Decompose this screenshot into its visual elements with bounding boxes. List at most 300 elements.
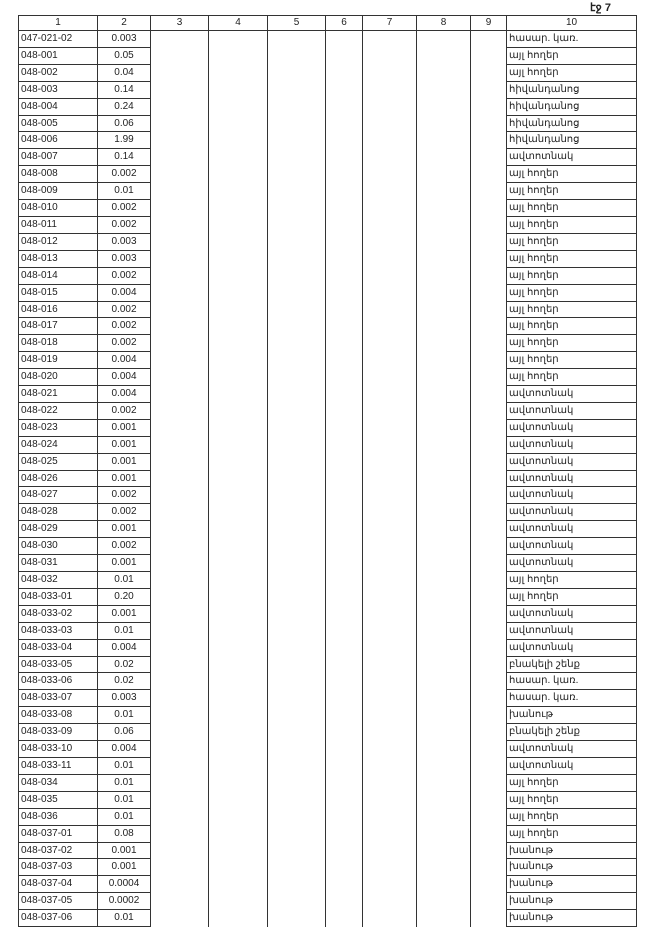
empty-cell bbox=[151, 774, 209, 791]
land-use: այլ հողեր bbox=[507, 183, 637, 200]
area-value: 0.003 bbox=[98, 233, 151, 250]
empty-cell bbox=[471, 572, 507, 589]
empty-cell bbox=[417, 538, 471, 555]
land-use: ավտոտնակ bbox=[507, 622, 637, 639]
area-value: 0.01 bbox=[98, 774, 151, 791]
empty-cell bbox=[417, 521, 471, 538]
land-use: ավտոտնակ bbox=[507, 386, 637, 403]
empty-cell bbox=[417, 284, 471, 301]
empty-cell bbox=[151, 538, 209, 555]
table-row bbox=[19, 859, 637, 876]
empty-cell bbox=[363, 893, 417, 910]
empty-cell bbox=[151, 233, 209, 250]
parcel-code: 048-014 bbox=[19, 267, 98, 284]
empty-cell bbox=[471, 622, 507, 639]
table-row bbox=[19, 521, 637, 538]
empty-cell bbox=[268, 132, 326, 149]
empty-cell bbox=[417, 436, 471, 453]
land-use: հիվանդանոց bbox=[507, 98, 637, 115]
empty-cell bbox=[326, 774, 363, 791]
parcel-code: 048-036 bbox=[19, 808, 98, 825]
empty-cell bbox=[151, 267, 209, 284]
land-use: ավտոտնակ bbox=[507, 436, 637, 453]
parcel-code: 048-033-05 bbox=[19, 656, 98, 673]
empty-cell bbox=[326, 842, 363, 859]
empty-cell bbox=[151, 453, 209, 470]
empty-cell bbox=[417, 808, 471, 825]
empty-cell bbox=[363, 774, 417, 791]
land-use: ավտոտնակ bbox=[507, 757, 637, 774]
area-value: 0.01 bbox=[98, 808, 151, 825]
empty-cell bbox=[209, 555, 268, 572]
empty-cell bbox=[151, 47, 209, 64]
empty-cell bbox=[209, 318, 268, 335]
empty-cell bbox=[417, 707, 471, 724]
parcel-code: 048-018 bbox=[19, 335, 98, 352]
empty-cell bbox=[417, 588, 471, 605]
empty-cell bbox=[268, 757, 326, 774]
area-value: 0.02 bbox=[98, 673, 151, 690]
empty-cell bbox=[326, 910, 363, 927]
empty-cell bbox=[471, 64, 507, 81]
empty-cell bbox=[268, 521, 326, 538]
land-use: այլ հողեր bbox=[507, 233, 637, 250]
empty-cell bbox=[471, 419, 507, 436]
empty-cell bbox=[209, 707, 268, 724]
table-row bbox=[19, 707, 637, 724]
column-header: 1 bbox=[19, 16, 98, 31]
empty-cell bbox=[326, 808, 363, 825]
parcel-code: 048-026 bbox=[19, 470, 98, 487]
empty-cell bbox=[417, 910, 471, 927]
empty-cell bbox=[363, 115, 417, 132]
empty-cell bbox=[471, 98, 507, 115]
empty-cell bbox=[363, 402, 417, 419]
empty-cell bbox=[417, 335, 471, 352]
empty-cell bbox=[151, 132, 209, 149]
parcel-code: 048-022 bbox=[19, 402, 98, 419]
empty-cell bbox=[363, 825, 417, 842]
empty-cell bbox=[268, 605, 326, 622]
parcel-code: 047-021-02 bbox=[19, 31, 98, 48]
empty-cell bbox=[268, 200, 326, 217]
empty-cell bbox=[209, 825, 268, 842]
empty-cell bbox=[417, 639, 471, 656]
empty-cell bbox=[326, 301, 363, 318]
empty-cell bbox=[151, 707, 209, 724]
empty-cell bbox=[363, 284, 417, 301]
empty-cell bbox=[417, 318, 471, 335]
area-value: 0.06 bbox=[98, 115, 151, 132]
empty-cell bbox=[417, 166, 471, 183]
table-row bbox=[19, 31, 637, 48]
empty-cell bbox=[471, 876, 507, 893]
empty-cell bbox=[363, 859, 417, 876]
empty-cell bbox=[151, 200, 209, 217]
empty-cell bbox=[209, 842, 268, 859]
empty-cell bbox=[151, 808, 209, 825]
area-value: 0.001 bbox=[98, 859, 151, 876]
land-parcel-table bbox=[18, 15, 637, 927]
parcel-code: 048-033-10 bbox=[19, 741, 98, 758]
table-row bbox=[19, 64, 637, 81]
empty-cell bbox=[363, 267, 417, 284]
area-value: 0.001 bbox=[98, 436, 151, 453]
empty-cell bbox=[417, 352, 471, 369]
table-row bbox=[19, 200, 637, 217]
table-row bbox=[19, 166, 637, 183]
area-value: 0.0004 bbox=[98, 876, 151, 893]
empty-cell bbox=[209, 200, 268, 217]
land-use: ավտոտնակ bbox=[507, 453, 637, 470]
empty-cell bbox=[209, 166, 268, 183]
empty-cell bbox=[326, 588, 363, 605]
empty-cell bbox=[363, 910, 417, 927]
table-row bbox=[19, 825, 637, 842]
empty-cell bbox=[417, 893, 471, 910]
area-value: 0.01 bbox=[98, 183, 151, 200]
empty-cell bbox=[151, 521, 209, 538]
empty-cell bbox=[363, 487, 417, 504]
land-use: այլ հողեր bbox=[507, 284, 637, 301]
land-use: այլ հողեր bbox=[507, 774, 637, 791]
empty-cell bbox=[363, 453, 417, 470]
area-value: 0.002 bbox=[98, 318, 151, 335]
empty-cell bbox=[326, 538, 363, 555]
empty-cell bbox=[326, 656, 363, 673]
parcel-code: 048-035 bbox=[19, 791, 98, 808]
parcel-code: 048-033-11 bbox=[19, 757, 98, 774]
empty-cell bbox=[209, 741, 268, 758]
parcel-code: 048-033-03 bbox=[19, 622, 98, 639]
empty-cell bbox=[268, 183, 326, 200]
empty-cell bbox=[151, 639, 209, 656]
empty-cell bbox=[363, 436, 417, 453]
area-value: 0.06 bbox=[98, 724, 151, 741]
empty-cell bbox=[417, 200, 471, 217]
empty-cell bbox=[268, 910, 326, 927]
land-use: այլ հողեր bbox=[507, 216, 637, 233]
empty-cell bbox=[268, 555, 326, 572]
empty-cell bbox=[417, 216, 471, 233]
land-use: խանութ bbox=[507, 859, 637, 876]
parcel-code: 048-037-02 bbox=[19, 842, 98, 859]
land-use: ավտոտնակ bbox=[507, 605, 637, 622]
land-use: ավտոտնակ bbox=[507, 487, 637, 504]
empty-cell bbox=[417, 842, 471, 859]
empty-cell bbox=[471, 555, 507, 572]
empty-cell bbox=[363, 504, 417, 521]
empty-cell bbox=[268, 656, 326, 673]
parcel-code: 048-033-07 bbox=[19, 690, 98, 707]
parcel-code: 048-033-02 bbox=[19, 605, 98, 622]
empty-cell bbox=[471, 31, 507, 48]
empty-cell bbox=[417, 250, 471, 267]
empty-cell bbox=[151, 64, 209, 81]
empty-cell bbox=[268, 47, 326, 64]
parcel-code: 048-021 bbox=[19, 386, 98, 403]
parcel-code: 048-010 bbox=[19, 200, 98, 217]
empty-cell bbox=[363, 707, 417, 724]
empty-cell bbox=[268, 233, 326, 250]
empty-cell bbox=[151, 318, 209, 335]
table-row bbox=[19, 808, 637, 825]
empty-cell bbox=[471, 791, 507, 808]
empty-cell bbox=[363, 538, 417, 555]
column-header: 6 bbox=[326, 16, 363, 31]
empty-cell bbox=[417, 301, 471, 318]
empty-cell bbox=[471, 808, 507, 825]
area-value: 1.99 bbox=[98, 132, 151, 149]
empty-cell bbox=[268, 301, 326, 318]
table-row bbox=[19, 757, 637, 774]
empty-cell bbox=[363, 132, 417, 149]
empty-cell bbox=[363, 470, 417, 487]
area-value: 0.001 bbox=[98, 521, 151, 538]
empty-cell bbox=[268, 893, 326, 910]
empty-cell bbox=[417, 81, 471, 98]
area-value: 0.08 bbox=[98, 825, 151, 842]
empty-cell bbox=[471, 588, 507, 605]
empty-cell bbox=[209, 98, 268, 115]
empty-cell bbox=[363, 318, 417, 335]
empty-cell bbox=[268, 166, 326, 183]
empty-cell bbox=[209, 369, 268, 386]
empty-cell bbox=[268, 876, 326, 893]
parcel-code: 048-030 bbox=[19, 538, 98, 555]
empty-cell bbox=[417, 233, 471, 250]
parcel-code: 048-033-04 bbox=[19, 639, 98, 656]
table-row bbox=[19, 81, 637, 98]
empty-cell bbox=[151, 81, 209, 98]
area-value: 0.001 bbox=[98, 842, 151, 859]
empty-cell bbox=[363, 301, 417, 318]
empty-cell bbox=[151, 893, 209, 910]
empty-cell bbox=[209, 910, 268, 927]
land-use: այլ հողեր bbox=[507, 352, 637, 369]
table-row bbox=[19, 622, 637, 639]
area-value: 0.004 bbox=[98, 284, 151, 301]
empty-cell bbox=[151, 690, 209, 707]
table-row bbox=[19, 487, 637, 504]
land-use: ավտոտնակ bbox=[507, 741, 637, 758]
empty-cell bbox=[326, 352, 363, 369]
empty-cell bbox=[471, 149, 507, 166]
land-use: հասար. կառ. bbox=[507, 31, 637, 48]
empty-cell bbox=[326, 183, 363, 200]
empty-cell bbox=[363, 842, 417, 859]
parcel-code: 048-029 bbox=[19, 521, 98, 538]
empty-cell bbox=[268, 335, 326, 352]
table-row bbox=[19, 724, 637, 741]
empty-cell bbox=[209, 183, 268, 200]
empty-cell bbox=[363, 183, 417, 200]
parcel-code: 048-037-01 bbox=[19, 825, 98, 842]
area-value: 0.01 bbox=[98, 791, 151, 808]
table-row bbox=[19, 893, 637, 910]
empty-cell bbox=[151, 470, 209, 487]
table-row bbox=[19, 555, 637, 572]
empty-cell bbox=[268, 842, 326, 859]
empty-cell bbox=[209, 538, 268, 555]
empty-cell bbox=[268, 774, 326, 791]
area-value: 0.004 bbox=[98, 386, 151, 403]
empty-cell bbox=[417, 774, 471, 791]
empty-cell bbox=[326, 132, 363, 149]
empty-cell bbox=[268, 690, 326, 707]
area-value: 0.003 bbox=[98, 690, 151, 707]
empty-cell bbox=[417, 386, 471, 403]
land-use: այլ հողեր bbox=[507, 64, 637, 81]
header-row bbox=[19, 16, 637, 31]
empty-cell bbox=[268, 588, 326, 605]
area-value: 0.01 bbox=[98, 910, 151, 927]
empty-cell bbox=[151, 791, 209, 808]
empty-cell bbox=[326, 284, 363, 301]
empty-cell bbox=[471, 284, 507, 301]
empty-cell bbox=[326, 741, 363, 758]
table-row bbox=[19, 132, 637, 149]
empty-cell bbox=[268, 825, 326, 842]
empty-cell bbox=[326, 825, 363, 842]
empty-cell bbox=[151, 910, 209, 927]
empty-cell bbox=[417, 605, 471, 622]
empty-cell bbox=[471, 639, 507, 656]
empty-cell bbox=[209, 470, 268, 487]
empty-cell bbox=[326, 555, 363, 572]
empty-cell bbox=[151, 504, 209, 521]
empty-cell bbox=[326, 504, 363, 521]
empty-cell bbox=[268, 724, 326, 741]
empty-cell bbox=[268, 470, 326, 487]
empty-cell bbox=[471, 166, 507, 183]
empty-cell bbox=[417, 419, 471, 436]
land-use: այլ հողեր bbox=[507, 335, 637, 352]
empty-cell bbox=[471, 470, 507, 487]
empty-cell bbox=[363, 656, 417, 673]
empty-cell bbox=[209, 81, 268, 98]
land-use: ավտոտնակ bbox=[507, 149, 637, 166]
empty-cell bbox=[471, 521, 507, 538]
empty-cell bbox=[471, 504, 507, 521]
empty-cell bbox=[326, 521, 363, 538]
parcel-code: 048-007 bbox=[19, 149, 98, 166]
empty-cell bbox=[151, 487, 209, 504]
area-value: 0.01 bbox=[98, 707, 151, 724]
table-row bbox=[19, 115, 637, 132]
parcel-code: 048-037-03 bbox=[19, 859, 98, 876]
empty-cell bbox=[151, 825, 209, 842]
table-row bbox=[19, 352, 637, 369]
parcel-code: 048-011 bbox=[19, 216, 98, 233]
table-row bbox=[19, 335, 637, 352]
land-use: ավտոտնակ bbox=[507, 504, 637, 521]
empty-cell bbox=[326, 419, 363, 436]
table-row bbox=[19, 791, 637, 808]
parcel-code: 048-037-04 bbox=[19, 876, 98, 893]
table-row bbox=[19, 470, 637, 487]
area-value: 0.001 bbox=[98, 453, 151, 470]
empty-cell bbox=[363, 555, 417, 572]
land-use: այլ հողեր bbox=[507, 791, 637, 808]
empty-cell bbox=[268, 216, 326, 233]
empty-cell bbox=[151, 216, 209, 233]
empty-cell bbox=[471, 842, 507, 859]
empty-cell bbox=[363, 166, 417, 183]
empty-cell bbox=[471, 200, 507, 217]
empty-cell bbox=[326, 572, 363, 589]
empty-cell bbox=[268, 504, 326, 521]
empty-cell bbox=[363, 521, 417, 538]
parcel-code: 048-016 bbox=[19, 301, 98, 318]
column-header: 4 bbox=[209, 16, 268, 31]
empty-cell bbox=[471, 487, 507, 504]
empty-cell bbox=[209, 402, 268, 419]
empty-cell bbox=[471, 301, 507, 318]
empty-cell bbox=[268, 31, 326, 48]
empty-cell bbox=[417, 453, 471, 470]
area-value: 0.001 bbox=[98, 605, 151, 622]
empty-cell bbox=[326, 724, 363, 741]
empty-cell bbox=[363, 98, 417, 115]
empty-cell bbox=[268, 115, 326, 132]
land-use: այլ հողեր bbox=[507, 267, 637, 284]
empty-cell bbox=[268, 81, 326, 98]
area-value: 0.004 bbox=[98, 369, 151, 386]
empty-cell bbox=[209, 639, 268, 656]
empty-cell bbox=[151, 656, 209, 673]
empty-cell bbox=[471, 893, 507, 910]
empty-cell bbox=[363, 622, 417, 639]
empty-cell bbox=[471, 538, 507, 555]
land-use: խանութ bbox=[507, 893, 637, 910]
empty-cell bbox=[268, 284, 326, 301]
empty-cell bbox=[417, 149, 471, 166]
area-value: 0.04 bbox=[98, 64, 151, 81]
column-header: 2 bbox=[98, 16, 151, 31]
area-value: 0.002 bbox=[98, 402, 151, 419]
empty-cell bbox=[209, 47, 268, 64]
empty-cell bbox=[209, 808, 268, 825]
empty-cell bbox=[326, 369, 363, 386]
empty-cell bbox=[151, 98, 209, 115]
area-value: 0.01 bbox=[98, 757, 151, 774]
empty-cell bbox=[326, 115, 363, 132]
empty-cell bbox=[417, 47, 471, 64]
empty-cell bbox=[209, 757, 268, 774]
empty-cell bbox=[471, 453, 507, 470]
empty-cell bbox=[326, 166, 363, 183]
table-row bbox=[19, 402, 637, 419]
empty-cell bbox=[417, 64, 471, 81]
area-value: 0.002 bbox=[98, 267, 151, 284]
area-value: 0.003 bbox=[98, 31, 151, 48]
empty-cell bbox=[326, 757, 363, 774]
empty-cell bbox=[151, 402, 209, 419]
empty-cell bbox=[268, 386, 326, 403]
empty-cell bbox=[326, 487, 363, 504]
table-row bbox=[19, 183, 637, 200]
table-row bbox=[19, 538, 637, 555]
empty-cell bbox=[326, 31, 363, 48]
table-row bbox=[19, 250, 637, 267]
area-value: 0.002 bbox=[98, 335, 151, 352]
empty-cell bbox=[417, 183, 471, 200]
empty-cell bbox=[417, 690, 471, 707]
empty-cell bbox=[326, 386, 363, 403]
empty-cell bbox=[326, 453, 363, 470]
empty-cell bbox=[151, 605, 209, 622]
